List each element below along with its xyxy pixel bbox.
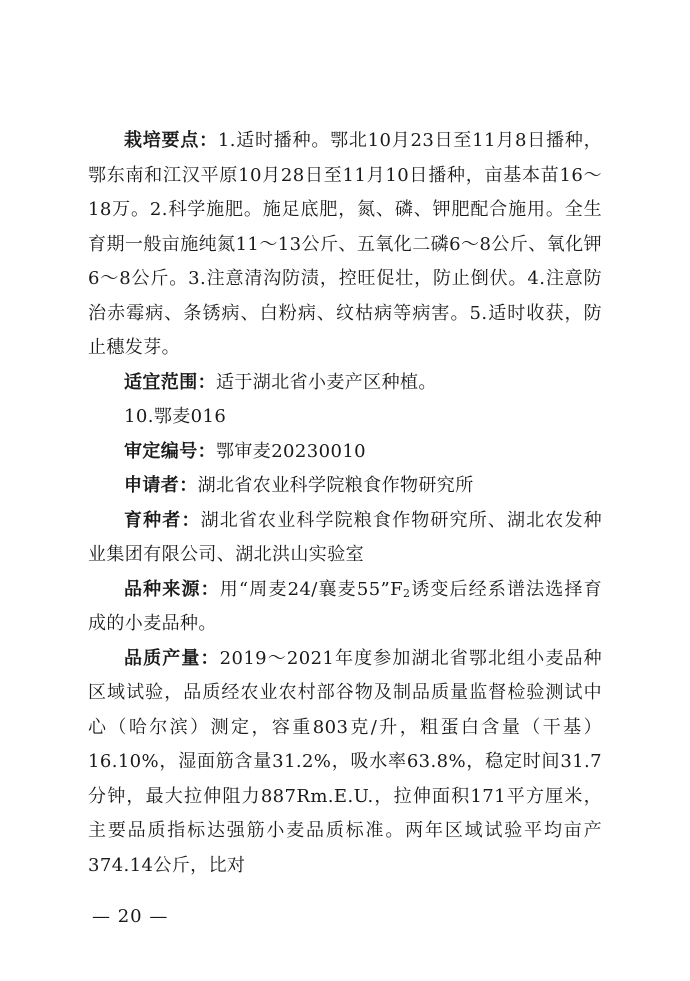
paragraph-source bbox=[88, 573, 602, 642]
label-source: 品种来源： bbox=[124, 578, 220, 600]
label-quality: 品质产量： bbox=[124, 647, 220, 669]
paragraph-breeder bbox=[88, 504, 602, 573]
variety-title-text: 10.鄂麦016 bbox=[124, 406, 227, 427]
text-source-after: 诱变后经系谱法选择育成的小麦品种。 bbox=[88, 578, 603, 634]
label-approval: 审定编号： bbox=[124, 440, 216, 462]
text-scope: 适于湖北省小麦产区种植。 bbox=[216, 371, 437, 393]
variety-title bbox=[88, 400, 602, 435]
text-source-subscript: 2 bbox=[403, 586, 411, 600]
text-breeder: 湖北省农业科学院粮食作物研究所、湖北农发种业集团有限公司、湖北洪山实验室 bbox=[88, 509, 602, 565]
text-quality: 2019～2021年度参加湖北省鄂北组小麦品种区域试验，品质经农业农村部谷物及制品质量监督检验测试中心（哈尔滨）测定，容重803克/升，粗蛋白含量（干基）16.10%，湿面筋含量31.2%，吸水率63.8%，稳定时间31.7分钟，最大拉伸阻力887Rm.E.U.，拉伸面积171平方厘米，主要品质指标达强筋小麦品质标准。两年区域试验平均亩产374.14公斤，比对 bbox=[88, 647, 602, 876]
page-number: — 20 — bbox=[92, 906, 169, 927]
text-approval: 鄂审麦20230010 bbox=[216, 440, 367, 462]
paragraph-quality bbox=[88, 642, 602, 884]
label-applicant: 申请者： bbox=[124, 475, 198, 496]
document-body bbox=[88, 124, 602, 883]
text-cultivation: 1.适时播种。鄂北10月23日至11月8日播种，鄂东南和江汉平原10月28日至11月10日播种，亩基本苗16～18万。2.科学施肥。施足底肥，氮、磷、钾肥配合施用。全生育期一般亩施纯氮11～13公斤、五氧化二磷6～8公斤、氧化钾6～8公斤。3.注意清沟防渍，控旺促壮，防止倒伏。4.注意防治赤霉病、条锈病、白粉病、纹枯病等病害。5.适时收获，防止穗发芽。 bbox=[88, 130, 603, 358]
label-breeder: 育种者： bbox=[124, 509, 201, 531]
text-source-before: 用“周麦24/襄麦55”F bbox=[219, 578, 404, 600]
paragraph-approval bbox=[88, 435, 602, 470]
text-applicant: 湖北省农业科学院粮食作物研究所 bbox=[197, 475, 474, 496]
paragraph-cultivation bbox=[88, 124, 602, 366]
label-cultivation: 栽培要点： bbox=[124, 130, 218, 151]
label-scope: 适宜范围： bbox=[124, 371, 216, 393]
paragraph-scope bbox=[88, 366, 602, 401]
paragraph-applicant bbox=[88, 469, 602, 504]
